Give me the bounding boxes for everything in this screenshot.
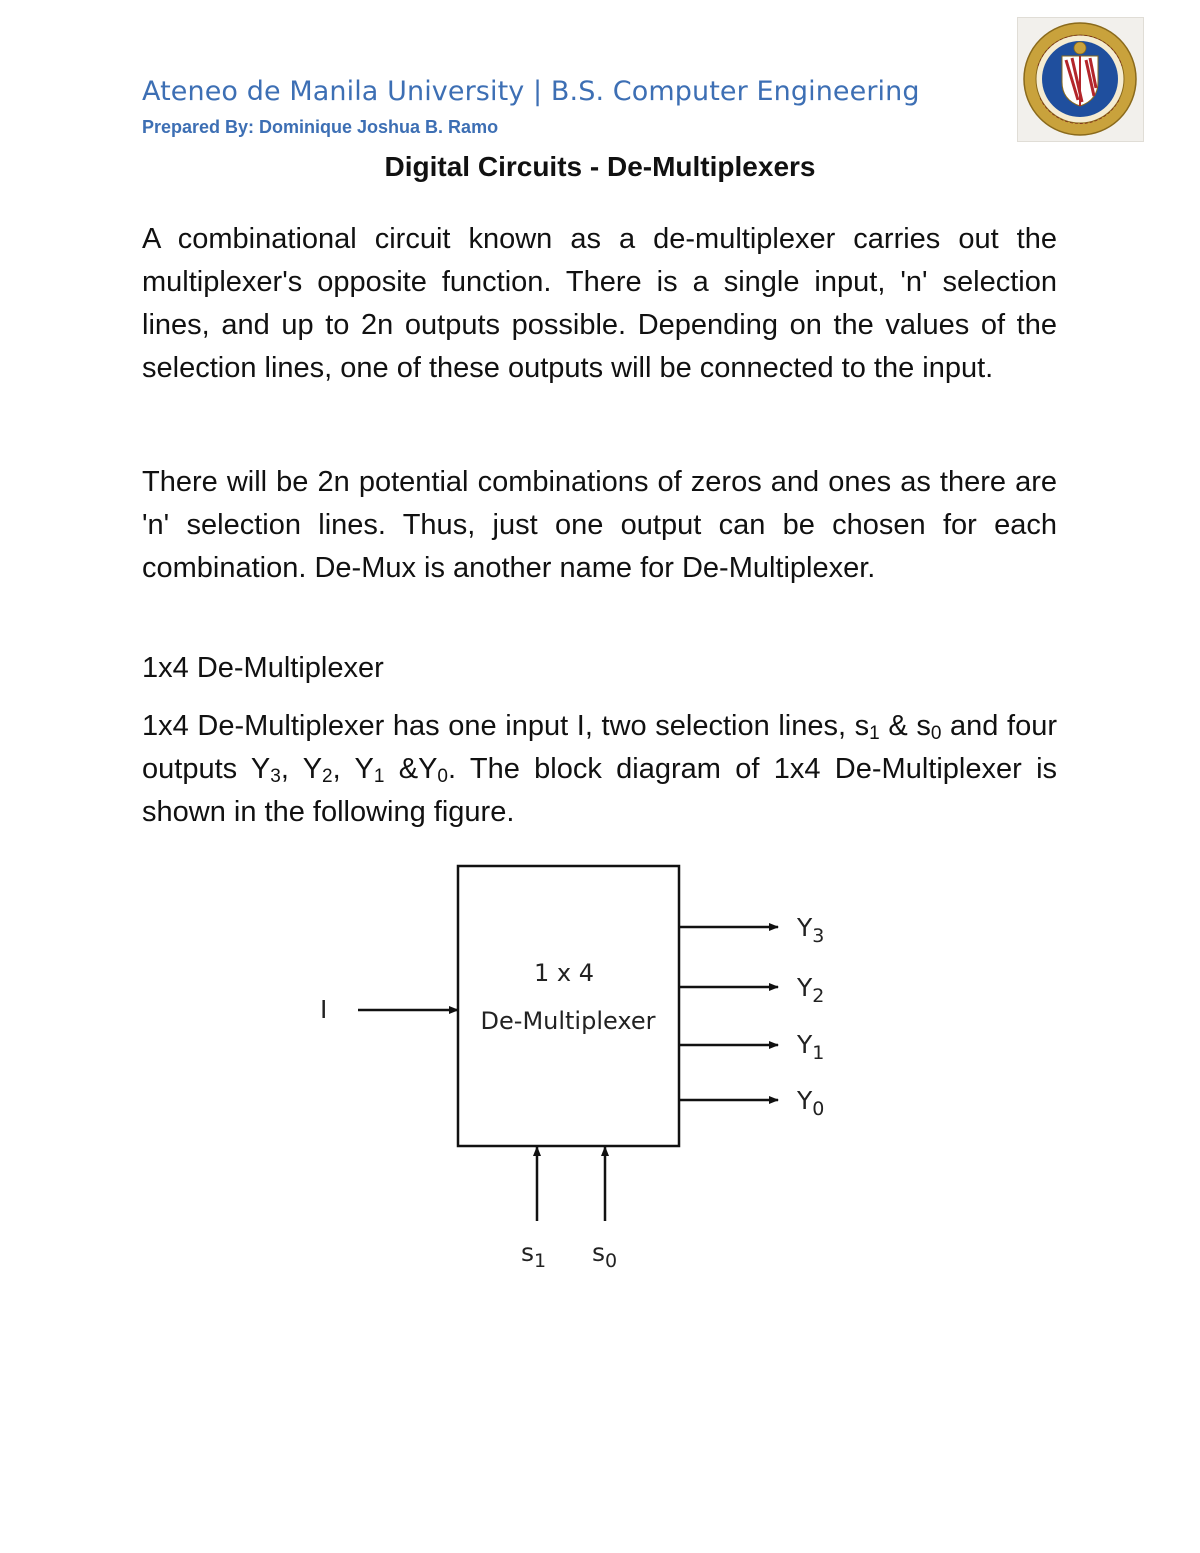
paragraph-definition: A combinational circuit known as a de-multiplexer carries out the multiplexer's opposite function. There is a single input, 'n' selection lines, and up to 2n outputs possible. Depending on the values of the selection lines, one of these outputs will be connected to the input.: [142, 223, 1057, 384]
document-title: Digital Circuits - De-Multiplexers: [384, 151, 816, 182]
demux-block: [458, 866, 679, 1146]
output-label-y0: $Y_0$: [797, 1086, 825, 1120]
input-label: I: [320, 995, 328, 1024]
output-label-y1: $Y_1$: [797, 1030, 825, 1064]
institution-header: Ateneo de Manila University | B.S. Computer Engineering: [142, 76, 920, 107]
block-label-size: 1 x 4: [534, 959, 594, 987]
output-label-y3: $Y_3$: [797, 913, 825, 947]
university-seal-logo: [1017, 17, 1144, 142]
prepared-by: Prepared By: Dominique Joshua B. Ramo: [142, 117, 499, 137]
section-subheading: 1x4 De-Multiplexer: [142, 652, 384, 684]
block-label-name: De-Multiplexer: [480, 1007, 656, 1035]
output-label-y2: $Y_2$: [797, 973, 825, 1007]
demux-block-diagram: [300, 855, 860, 1285]
select-label-s0: $s_0$: [592, 1238, 618, 1272]
select-label-s1: $s_1$: [521, 1238, 547, 1272]
paragraph-combinations: There will be 2n potential combinations of zeros and ones as there are 'n' selection lines. Thus, just one output can be chosen for each combination. De-Mux is another name for De-Multiplexer.: [142, 466, 1057, 584]
paragraph-1x4-description: 1x4 De-Multiplexer has one input I, two selection lines, $s_1$ & $s_0$ and four outputs $Y_3$, $Y_2$, $Y_1$ $\&Y_0$. The block diagram of 1x4 De-Multiplexer is shown in the following figure.: [142, 710, 1058, 828]
